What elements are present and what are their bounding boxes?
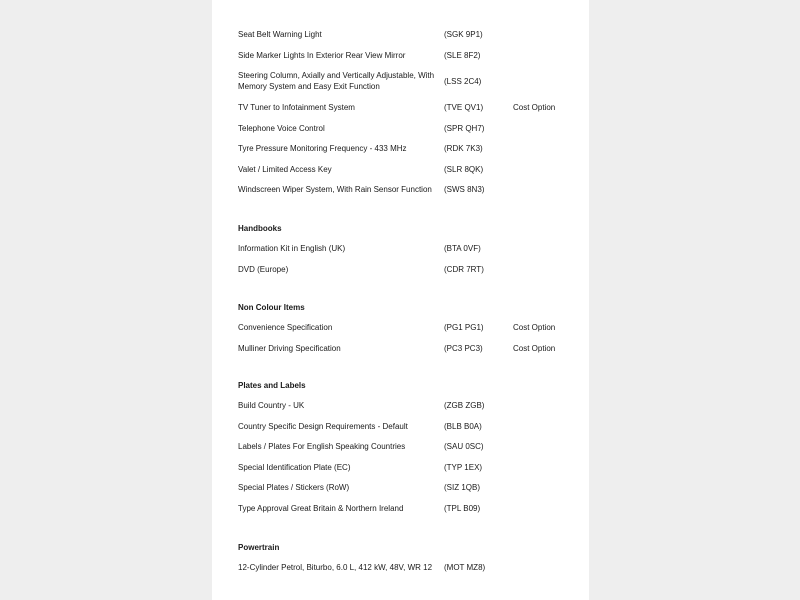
- spec-code: (TVE QV1): [444, 103, 484, 112]
- spec-code: (PC3 PC3): [444, 344, 483, 353]
- spec-description: Tyre Pressure Monitoring Frequency - 433 MHz: [238, 144, 407, 153]
- spec-description: Windscreen Wiper System, With Rain Sensor Function: [238, 185, 432, 194]
- spec-description: Convenience Specification: [238, 323, 333, 332]
- spec-code: (TPL B09): [444, 504, 481, 513]
- document-page: [212, 0, 589, 600]
- spec-description: Seat Belt Warning Light: [238, 30, 322, 39]
- spec-code: (CDR 7RT): [444, 265, 484, 274]
- spec-code: (SLR 8QK): [444, 165, 484, 174]
- spec-description: Side Marker Lights In Exterior Rear View Mirror: [238, 51, 406, 60]
- spec-description: Country Specific Design Requirements - Default: [238, 422, 408, 431]
- spec-description: Information Kit in English (UK): [238, 244, 346, 253]
- spec-description: Special Identification Plate (EC): [238, 463, 351, 472]
- spec-code: (BLB B0A): [444, 422, 482, 431]
- cost-option-label: Cost Option: [513, 103, 556, 112]
- section-heading: Handbooks: [238, 224, 282, 233]
- spec-code: (LSS 2C4): [444, 77, 482, 86]
- spec-description: Build Country - UK: [238, 401, 305, 410]
- spec-description: Telephone Voice Control: [238, 124, 325, 133]
- spec-code: (SWS 8N3): [444, 185, 485, 194]
- spec-description: Valet / Limited Access Key: [238, 165, 332, 174]
- spec-description: Labels / Plates For English Speaking Countries: [238, 442, 406, 451]
- spec-description: Mulliner Driving Specification: [238, 344, 341, 353]
- spec-description: 12-Cylinder Petrol, Biturbo, 6.0 L, 412 kW, 48V, WR 12: [238, 563, 433, 572]
- spec-code: (BTA 0VF): [444, 244, 481, 253]
- spec-description: Steering Column, Axially and Vertically Adjustable, With Memory System and Easy Exit Function: [238, 71, 435, 91]
- section-heading: Powertrain: [238, 543, 280, 552]
- spec-description: Special Plates / Stickers (RoW): [238, 483, 350, 492]
- cost-option-label: Cost Option: [513, 344, 556, 353]
- section-heading: Plates and Labels: [238, 381, 306, 390]
- cost-option-label: Cost Option: [513, 323, 556, 332]
- spec-code: (MOT MZ8): [444, 563, 486, 572]
- spec-code: (SGK 9P1): [444, 30, 483, 39]
- section-heading: Non Colour Items: [238, 303, 305, 312]
- spec-code: (SIZ 1QB): [444, 483, 481, 492]
- spec-description: DVD (Europe): [238, 265, 289, 274]
- spec-code: (PG1 PG1): [444, 323, 484, 332]
- spec-code: (SAU 0SC): [444, 442, 484, 451]
- spec-code: (SPR QH7): [444, 124, 485, 133]
- spec-code: (ZGB ZGB): [444, 401, 485, 410]
- spec-code: (SLE 8F2): [444, 51, 481, 60]
- spec-description: Type Approval Great Britain & Northern Ireland: [238, 504, 404, 513]
- spec-code: (TYP 1EX): [444, 463, 483, 472]
- spec-code: (RDK 7K3): [444, 144, 483, 153]
- spec-description: TV Tuner to Infotainment System: [238, 103, 355, 112]
